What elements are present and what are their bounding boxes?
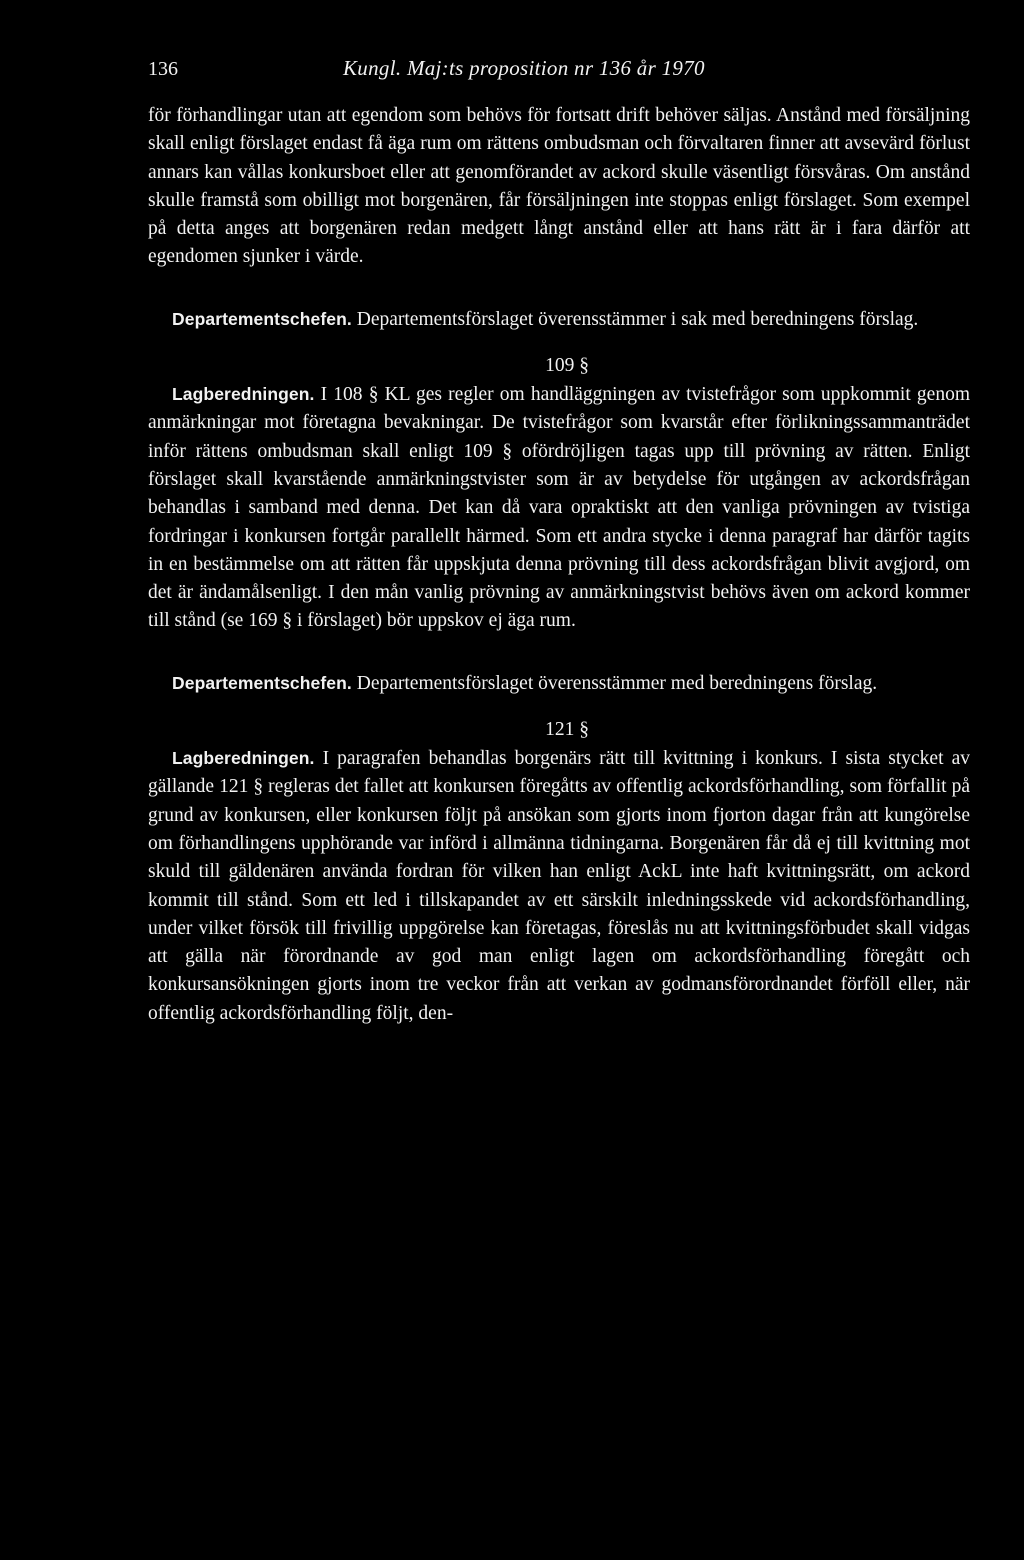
paragraph-lead-label: Departementschefen.: [172, 672, 352, 693]
section-heading-121: 121 §: [545, 719, 589, 741]
block-spacer: [148, 636, 970, 669]
paragraph-text: Departementsförslaget överensstämmer med beredningens förslag.: [351, 672, 878, 694]
paragraph-lead-label: Departementschefen.: [172, 308, 352, 329]
paragraph-text: I paragrafen behandlas borgenärs rätt till kvittning i konkurs. I sista stycket av gällande 121 § regleras det fallet att konkursen föregåtts av offentlig ackordsförhandling, som förfallit på grund av konkursen, eller konkursen följt på ansökan som gjorts inom fjorton dagar från att kungörelse om förhandlingens upphörande var införd i allmänna tidningarna. Borgenären får då ej till kvittning mot skuld till gäldenären använda fordran för vilken han enligt AckL inte haft kvittningsrätt, om ackord kommit till stånd. Som ett led i tillskapandet av ett särskilt inledningsskede vid ackordsförhandling, under vilket försök till frivillig uppgörelse kan företagas, föreslås nu att kvittningsförbudet skall vidgas att gälla när förordnande av god man enligt lagen om ackordsförhandling föregått och konkursansökningen gjorts inom tre veckor från att verkan av godmansförordnandet förföll eller, när offentlig ackordsförhandling följt, den-: [148, 748, 970, 1024]
running-header: [148, 56, 970, 96]
paragraph-text: Departementsförslaget överensstämmer i sak med beredningens förslag.: [351, 308, 919, 330]
section-heading-109: 109 §: [545, 355, 589, 377]
paragraph-text: I 108 § KL ges regler om handläggningen av tvistefrågor som uppkommit genom anmärkningar mot företagna bevakningar. De tvistefrågor som kvarstår efter förlikningssammanträdet inför rättens ombudsman skall enligt 109 § ofördröjligen tagas upp till prövning av rätten. Enligt förslaget skall kvarstående anmärkningstvister som är av betydelse för utgången av ackordsfrågan behandlas i samband med denna. Det kan då vara opraktiskt att den vanliga prövningen av tvistiga fordringar i konkursen fortgår parallellt härmed. Som ett andra stycke i denna paragraf har därför tagits in en bestämmelse om att rätten får uppskjuta denna prövning till dess ackordsfrågan blivit avgjord, om det är ändamålsenligt. I den mån vanlig prövning av anmärkningstvist behövs även om ackord kommer till stånd (se 169 § i förslaget) bör uppskov ej äga rum.: [148, 384, 970, 632]
paragraph-lead-label: Lagberedningen.: [172, 384, 315, 405]
paragraph-lead-label: Lagberedningen.: [172, 748, 315, 769]
paragraph-ministry-opinion-1: [148, 305, 970, 334]
page-number: 136: [148, 58, 178, 80]
paragraph-ministry-opinion-2: [148, 669, 970, 698]
paragraph-text: för förhandlingar utan att egendom som behövs för fortsatt drift behöver säljas. Anstånd med försäljning skall enligt förslaget endast få äga rum om rättens ombudsman och förvaltaren finner att avsevärd förlust annars kan vållas konkursboet eller att genomförandet av ackord skulle väsentligt försvåras. Om anstånd skulle framstå som obilligt mot borgenären, får försäljningen inte stoppas enligt förslaget. Som exempel på detta anges att borgenären redan medgett långt anstånd eller att hans rätt är i fara därför att egendomen sjunker i värde.: [148, 105, 970, 268]
paragraph-law-committee-121: [148, 744, 970, 1028]
paragraph-law-committee-109: [148, 380, 970, 636]
document-page: [148, 56, 970, 1028]
paragraph-continuation: [148, 102, 970, 272]
block-spacer: [148, 272, 970, 305]
publication-title: Kungl. Maj:ts proposition nr 136 år 1970: [343, 56, 705, 80]
